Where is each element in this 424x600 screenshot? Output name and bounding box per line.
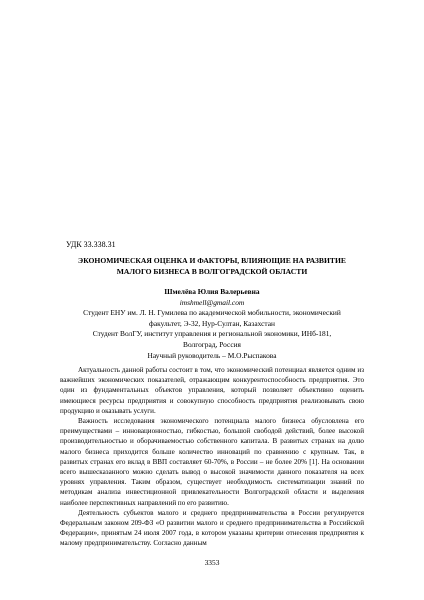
author-affiliation-2: Студент ВолГУ, институт управления и региональной экономики, ИНб-181, Волгоград, Россия [92,329,332,349]
author-email: imshmell@gmail.com [179,297,245,307]
author-name: Шмелёва Юлия Валерьевна [164,287,260,296]
article-title: ЭКОНОМИЧЕСКАЯ ОЦЕНКА И ФАКТОРЫ, ВЛИЯЮЩИЕ НА РАЗВИТИЕ МАЛОГО БИЗНЕСА В ВОЛГОГРАДСКОЙ ОБЛАСТИ [78,256,346,276]
body-paragraph: Важность исследования экономического потенциала малого бизнеса обусловлена его преимуществами – инновационностью, гибкостью, большой свободой действий, более высокой производительностью и оборачиваемостью собственного капитала. В развитых странах на долю малого бизнеса приходится больше количество инноваций по сравнению с крупным. Так, в развитых странах его вклад в ВВП составляет 60-70%, в России – не более 20% [1]. На основании всего вышесказанного можно сделать вывод о высокой значимости данного показателя на всех уровнях управления. Таким образом, существует необходимость систематизации знаний по методикам анализа инвестиционной привлекательности Волгоградской области и выделения наиболее перспективных направлений по его развитию. [60,417,364,507]
article-body [60,365,364,549]
supervisor: Научный руководитель – М.О.Рыспакова [147,350,277,360]
page-number: 3353 [204,558,220,567]
udc-code: УДК 33.338.31 [66,240,116,249]
body-paragraph: Деятельность субъектов малого и среднего предпринимательства в России регулируется Федеральным законом 209-ФЗ «О развитии малого и среднего предпринимательства в Российской Федерации», принятым 24 июля 2007 года, в котором указаны критерии отнесения предприятия к малому предпринимательству. Согласно данным [60,508,364,548]
body-paragraph: Актуальность данной работы состоит в том, что экономический потенциал является одним из важнейших экономических показателей, отражающим конкурентоспособность предприятия. Это один из фундаментальных объектов управления, который позволяет объективно оценить имеющиеся ресурсы предприятия и совокупную способность предприятия реализовывать свою продукцию и оказывать услуги. [60,366,364,415]
author-affiliation-1: Студент ЕНУ им. Л. Н. Гумилева по академической мобильности, экономический факультет, Э-32, Нур-Султан, Казахстан [83,308,341,328]
author-block [80,287,344,361]
